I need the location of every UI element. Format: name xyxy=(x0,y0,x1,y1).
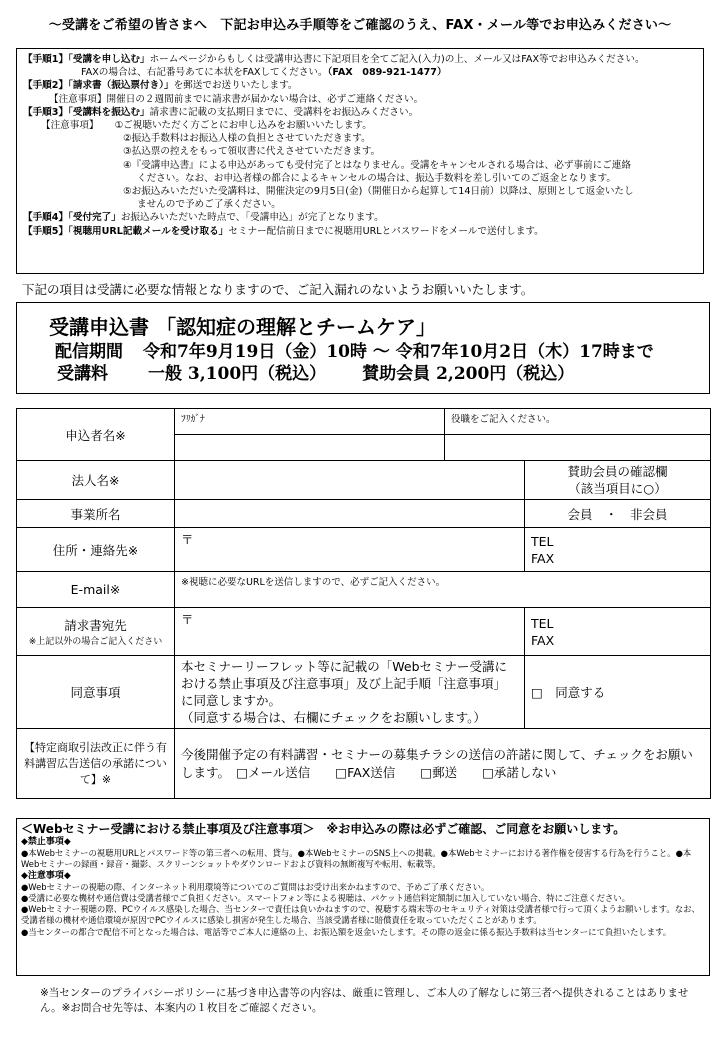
prohibited-text: ●本Webセミナーの視聴用URLとパスワード等の第三者への転用、貸与。●本WebセミナーのSNS上への掲載。●本Webセミナーにおける著作権を侵害する行為を行うこと。●本Webセミナーの録画・録音・撮影、スクリーンショットやダウンロードおよび資料の無断複写や転用、転載等。 xyxy=(21,848,692,870)
caution-1: ●Webセミナーの視聴の際、インターネット利用環境等についてのご質問はお受け出来かねますので、予めご了承ください。 xyxy=(21,881,490,892)
application-steps xyxy=(16,48,704,274)
note-3: ③払込票の控えをもって領収書に代えさせていただきます。 xyxy=(123,146,381,158)
step1-text: ホームページからもしくは受講申込書に下記項目を全てご記入(入力)の上、メール又はFAX等でお申込みください。 xyxy=(149,54,645,65)
step1-fax-text: FAXの場合は、右記番号あてに本状をFAXしてください。 xyxy=(81,67,328,79)
caution-3: ●Webセミナー視聴の際、PCウイルス感染した場合、当センターで責任は負いかねますので、視聴する端末等のセキュリティ対策は受講者様で行って頂くようお願いします。なお、受講者様の機材や通信環境が原因でPCウイルスに感染し損害が発生した場合、当該受講者様に賠償責任を取っていただくことがあります。 xyxy=(21,904,700,926)
step1-label: 【手順1】「受講を申し込む」 xyxy=(23,54,150,65)
applicant-label: 申込者名※ xyxy=(17,409,175,461)
step5-text: セミナー配信前日までに視聴用URLとパスワードをメールで送付します。 xyxy=(228,225,544,237)
fax-number: （FAX 089-921-1477） xyxy=(327,67,447,79)
notes-label: 【注意事項】 xyxy=(41,120,99,132)
tel-fax-field[interactable] xyxy=(525,528,711,572)
consent-label: 同意事項 xyxy=(17,656,175,729)
invoice-label: 請求書宛先 xyxy=(64,618,127,633)
applicant-position-field[interactable] xyxy=(445,435,711,461)
corp-label: 法人名※ xyxy=(17,461,175,500)
caution-section: ◆注意事項◆ xyxy=(21,870,71,881)
caution-2: ●受講に必要な機材や通信費は受講者様でご負担ください。スマートフォン等による視聴は、パケット通信料定額制に加入していない場合、特にご注意ください。 xyxy=(21,893,631,904)
note-5b: ませんので予めご了承ください。 xyxy=(137,199,281,211)
page-header: ～受講をご希望の皆さまへ 下記お申込み手順等をご確認のうえ、FAX・メール等でお申込みください～ xyxy=(48,18,672,33)
fee-general: 一般 3,100円（税込） xyxy=(148,364,327,384)
title-box xyxy=(16,302,710,394)
consent-text: 本セミナーリーフレット等に記載の「Webセミナー受講における禁止事項及び注意事項」及び上記手順「注意事項」に同意しますか。 （同意する場合は、右欄にチェックをお願いします。） xyxy=(175,656,525,729)
tokutei-label: 【特定商取引法改正に伴う有料講習広告送信の承諾について】※ xyxy=(17,729,175,799)
period-label: 配信期間 xyxy=(55,342,123,362)
fax-label: FAX xyxy=(531,550,555,566)
applicant-name-field[interactable] xyxy=(175,435,445,461)
corp-field[interactable] xyxy=(175,461,525,500)
address-field[interactable]: 〒 xyxy=(175,528,525,572)
fee-member: 賛助会員 2,200円（税込） xyxy=(362,364,575,384)
intro-text: 下記の項目は受講に必要な情報となりますので、ご記入漏れのないようお願いいたします。 xyxy=(22,282,534,297)
office-label: 事業所名 xyxy=(17,500,175,528)
prohibited-section: ◆禁止事項◆ xyxy=(21,837,71,847)
invoice-address-field[interactable]: 〒 xyxy=(175,608,525,656)
invoice-fax-label: FAX xyxy=(531,632,555,648)
note-5a: ⑤お振込みいただいた受講料は、開催決定の9月5日(金)（開催日から起算して14日前）以降は、原則として返金いたし xyxy=(123,186,634,198)
fee-label: 受講料 xyxy=(57,364,108,384)
tokutei-options[interactable]: 今後開催予定の有料講習・セミナーの募集チラシの送信の許諾に関して、チェックをお願いします。 □メール送信 □FAX送信 □郵送 □承諾しない xyxy=(175,729,711,799)
note-2: ②振込手数料はお振込人様の負担とさせていただきます。 xyxy=(123,133,371,145)
form-title: 受講申込書 「認知症の理解とチームケア」 xyxy=(49,315,436,339)
member-options[interactable]: 会員 ・ 非会員 xyxy=(525,500,711,528)
tel-label: TEL xyxy=(531,533,554,549)
invoice-tel-fax-field[interactable] xyxy=(525,608,711,656)
consent-checkbox[interactable]: □ 同意する xyxy=(525,656,711,729)
step3-text: 請求書に記載の支払期日までに、受講料をお振込みください。 xyxy=(149,106,419,118)
prohibited-title: ＜Webセミナー受講における禁止事項及び注意事項＞ ※お申込みの際は必ずご確認、ご同意をお願いします。 xyxy=(21,822,626,836)
step4-text: お振込みいただいた時点で、「受講申込」が完了となります。 xyxy=(120,212,384,224)
email-label: E-mail※ xyxy=(17,572,175,608)
invoice-tel-label: TEL xyxy=(531,615,554,631)
step4-label: 【手順4】「受付完了」 xyxy=(23,212,121,224)
note-1: ①ご視聴いただく方ごとにお申し込みをお願いいたします。 xyxy=(114,120,372,132)
step5-label: 【手順5】「視聴用URL記載メールを受け取る」 xyxy=(23,225,229,237)
note-4a: ④『受講申込書』による申込があっても受付完了とはなりません。受講をキャンセルされる場合は、必ず事前にご連絡 xyxy=(123,159,631,171)
step2-text: を郵送でお送りいたします。 xyxy=(173,80,298,92)
furigana-field[interactable]: ﾌﾘｶﾞﾅ xyxy=(175,409,445,435)
email-field[interactable]: ※視聴に必要なURLを送信しますので、必ずご記入ください。 xyxy=(175,572,711,608)
step2-note: 【注意事項】開催日の２週間前までに請求書が届かない場合は、必ずご連絡ください。 xyxy=(49,93,424,105)
position-field[interactable]: 役職をご記入ください。 xyxy=(445,409,711,435)
application-form xyxy=(16,408,711,799)
privacy-footer: ※当センターのプライバシーポリシーに基づき申込書等の内容は、厳重に管理し、ご本人の了解なしに第三者へ提供されることはありません。※お問合せ先等は、本案内の１枚目をご確認ください。 xyxy=(40,987,689,1014)
caution-4: ●当センターの都合で配信不可となった場合は、電話等でご本人に連絡の上、お振込額を返金いたします。その際の返金に係る振込手数料は当センターにて負担いたします。 xyxy=(21,926,672,937)
invoice-note: ※上記以外の場合ご記入ください xyxy=(28,637,163,647)
prohibited-items-box xyxy=(16,818,710,976)
office-field[interactable] xyxy=(175,500,525,528)
address-label: 住所・連絡先※ xyxy=(17,528,175,572)
step2-label: 【手順2】「請求書（振込票付き）」 xyxy=(23,80,174,92)
step3-label: 【手順3】「受講料を振込む」 xyxy=(23,106,150,118)
invoice-label-cell xyxy=(17,608,175,656)
note-4b: ください。なお、お申込者様の都合によるキャンセルの場合は、振込手数料を差し引いてのご返金となります。 xyxy=(137,172,616,184)
member-check-label: 賛助会員の確認欄 （該当項目に○） xyxy=(525,461,711,500)
period-value: 令和7年9月19日（金）10時 ～ 令和7年10月2日（木）17時まで xyxy=(143,342,654,362)
